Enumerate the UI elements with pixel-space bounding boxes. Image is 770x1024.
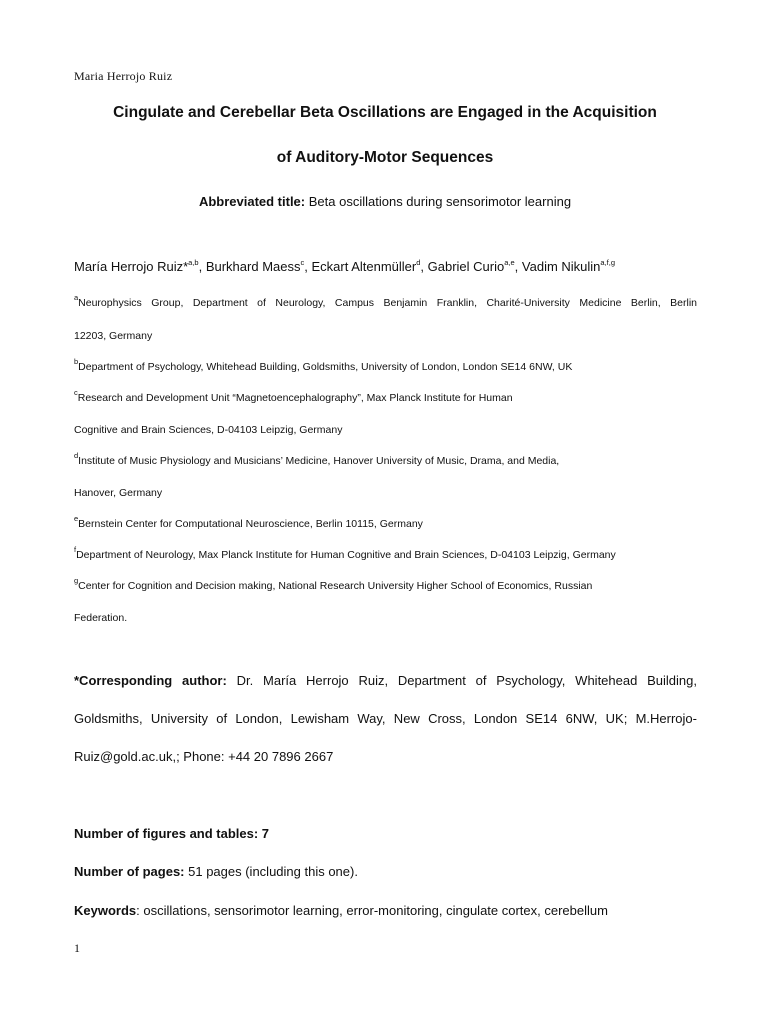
corresponding-author-line-3: Ruiz@gold.ac.uk,; Phone: +44 20 7896 2667: [74, 749, 334, 764]
affiliation-d-cont: Hanover, Germany: [74, 487, 163, 499]
author-separator: ,: [514, 259, 522, 274]
author-separator: ,: [420, 259, 428, 274]
page-count-label: Number of pages:: [74, 864, 185, 879]
keywords: [74, 903, 608, 918]
affiliation-c-cont: Cognitive and Brain Sciences, D-04103 Leipzig, Germany: [74, 424, 343, 436]
author-name: Burkhard Maess: [205, 259, 301, 274]
affiliation-g-cont: Federation.: [74, 612, 128, 624]
affiliation-f: [74, 545, 616, 561]
author-name: Gabriel Curio: [427, 259, 505, 274]
running-head: Maria Herrojo Ruiz: [74, 69, 173, 83]
affiliation-a: [74, 293, 697, 309]
affiliation-text: Bernstein Center for Computational Neuroscience, Berlin 10115, Germany: [78, 518, 423, 530]
affiliation-marker: e: [74, 514, 79, 523]
affiliation-a-cont: 12203, Germany: [74, 330, 153, 342]
corresponding-author-text: Dr. María Herrojo Ruiz, Department of Psychology, Whitehead Building,: [226, 673, 697, 688]
author-affiliation-marker: a,e: [504, 258, 515, 267]
affiliation-text: Center for Cognition and Decision making, National Research University Higher School of Economics, Russian: [78, 580, 593, 592]
affiliation-marker: d: [74, 451, 79, 460]
affiliation-text: Neurophysics Group, Department of Neurology, Campus Benjamin Franklin, Charité-University Medicine Berlin, Berlin: [78, 297, 697, 309]
affiliation-d: [74, 451, 560, 467]
author-name: Eckart Altenmüller: [311, 259, 417, 274]
affiliation-marker: a: [74, 293, 79, 302]
title-line-1: Cingulate and Cerebellar Beta Oscillations are Engaged in the Acquisition: [113, 104, 657, 121]
affiliation-text: Department of Neurology, Max Planck Institute for Human Cognitive and Brain Sciences, D-04103 Leipzig, Germany: [76, 549, 616, 561]
corresponding-author-line-1: [74, 673, 697, 688]
affiliation-text: Research and Development Unit “Magnetoencephalography”, Max Planck Institute for Human: [77, 392, 513, 404]
figures-tables-count: Number of figures and tables: 7: [74, 826, 270, 841]
keywords-label: Keywords: [74, 903, 137, 918]
author-affiliation-marker: a,b: [188, 258, 199, 267]
author-separator: ,: [304, 259, 312, 274]
page-number: 1: [74, 941, 80, 955]
affiliation-b: [74, 357, 573, 373]
author-name: Vadim Nikulin: [521, 259, 601, 274]
affiliation-marker: f: [74, 545, 77, 554]
author-separator: ,: [198, 259, 206, 274]
affiliation-marker: g: [74, 576, 79, 585]
author-affiliation-marker: c: [300, 258, 305, 267]
author-name: María Herrojo Ruiz*: [74, 259, 189, 274]
author-affiliation-marker: a,f,g: [600, 258, 616, 267]
affiliation-g: [74, 576, 593, 592]
affiliation-marker: c: [74, 388, 78, 397]
corresponding-author-line-2: Goldsmiths, University of London, Lewisham Way, New Cross, London SE14 6NW, UK; M.Herrojo-: [74, 711, 697, 726]
affiliation-c: [74, 388, 513, 404]
title-line-2: of Auditory-Motor Sequences: [276, 149, 494, 166]
affiliation-text: Department of Psychology, Whitehead Building, Goldsmiths, University of London, London SE14 6NW, UK: [78, 361, 573, 373]
keywords-text: : oscillations, sensorimotor learning, error-monitoring, cingulate cortex, cerebellum: [136, 903, 608, 918]
corresponding-author-label: *Corresponding author:: [74, 673, 227, 688]
affiliation-e: [74, 514, 423, 530]
abbreviated-title-label: Abbreviated title:: [198, 194, 306, 209]
author-list: [74, 259, 615, 274]
author-affiliation-marker: d: [416, 258, 421, 267]
abbreviated-title: [0, 194, 770, 209]
affiliation-text: Institute of Music Physiology and Musicians’ Medicine, Hanover University of Music, Drama, and Media,: [78, 455, 560, 467]
page-count: [74, 864, 358, 879]
abbreviated-title-text: Beta oscillations during sensorimotor learning: [308, 194, 572, 209]
page-count-text: 51 pages (including this one).: [184, 864, 358, 879]
affiliation-marker: b: [74, 357, 79, 366]
